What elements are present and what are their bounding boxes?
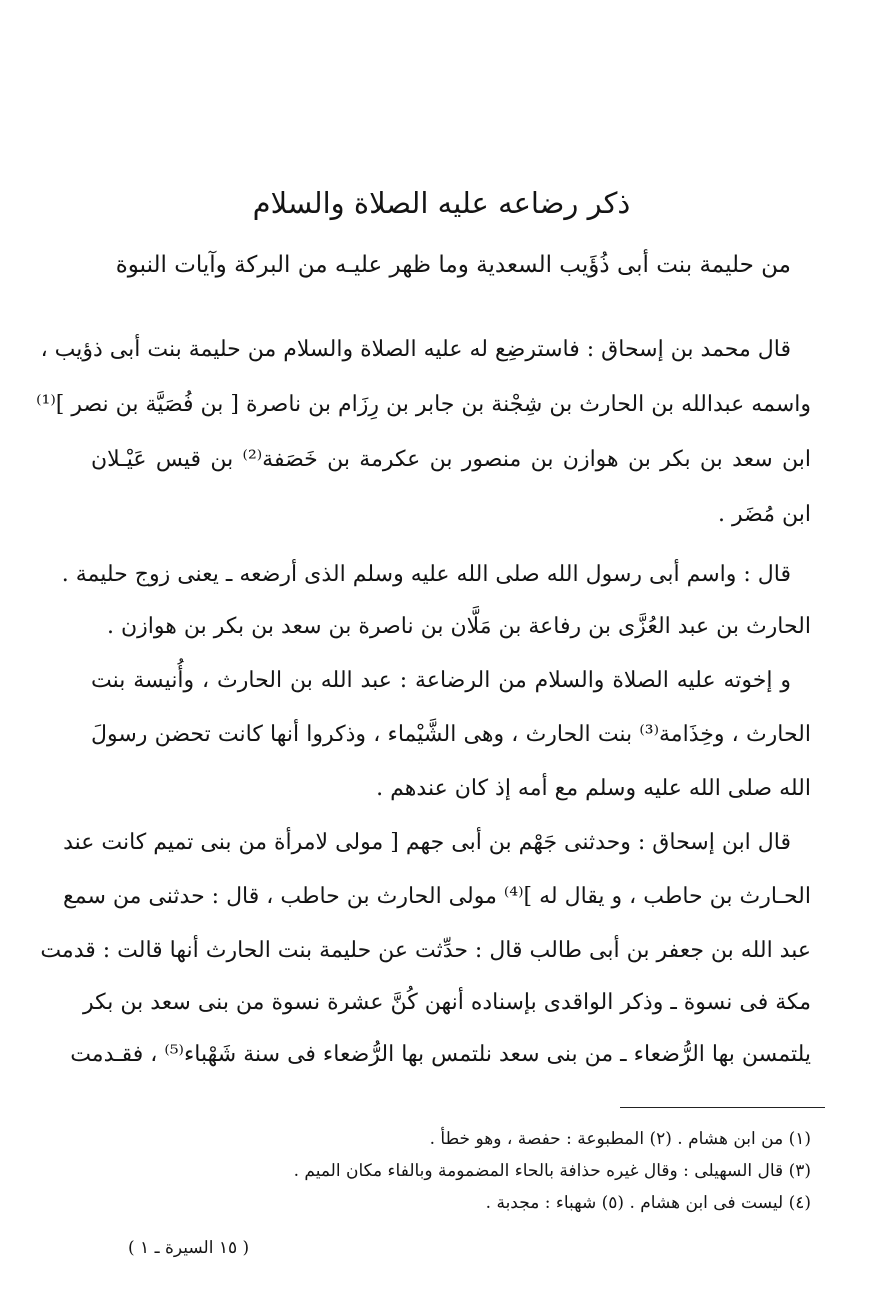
chapter-title: ذكر رضاعه عليه الصلاة والسلام — [252, 186, 631, 220]
text-line: الحارث ، وخِذَامة⁽³⁾ بنت الحارث ، وهى الشَّيْماء ، وذكروا أنها كانت تحضن رسولَ — [91, 722, 811, 747]
text-line: ابن سعد بن بكر بن هوازن بن منصور بن عكرمة بن خَصَفة⁽²⁾ بن قيس عَيْـلان — [91, 447, 811, 472]
text-line: الحـارث بن حاطب ، و يقال له ]⁽⁴⁾ مولى الحارث بن حاطب ، قال : حدثنى من سمع — [63, 884, 811, 909]
footnote-divider — [620, 1107, 825, 1108]
text-line: الله صلى الله عليه وسلم مع أمه إذ كان عندهم . — [376, 776, 811, 801]
text-line: عبد الله بن جعفر بن أبى طالب قال : حدِّثت عن حليمة بنت الحارث أنها قالت : قدمت — [40, 938, 811, 963]
text-line: الحارث بن عبد العُزَّى بن رفاعة بن مَلَّان بن ناصرة بن سعد بن بكر بن هوازن . — [107, 614, 811, 639]
footnote: (٣) قال السهيلى : وقال غيره حذافة بالحاء المضمومة وبالفاء مكان الميم . — [293, 1161, 811, 1181]
text-line: ابن مُضَر . — [718, 502, 811, 527]
text-line: قال ابن إسحاق : وحدثنى جَهْم بن أبى جهم [ مولى لامرأة من بنى تميم كانت عند — [63, 830, 791, 855]
footnote: (١) من ابن هشام . (٢) المطبوعة : حفصة ، وهو خطأ . — [429, 1129, 811, 1149]
chapter-subtitle: من حليمة بنت أبى ذُؤَيب السعدية وما ظهر عليـه من البركة وآيات النبوة — [115, 252, 791, 278]
footnote: (٤) ليست فى ابن هشام . (٥) شهباء : مجدبة . — [485, 1193, 811, 1213]
text-line: واسمه عبدالله بن الحارث بن شِجْنة بن جابر بن رِزَام بن ناصرة [ بن فُصَيَّة بن نصر ]⁽¹⁾ — [36, 392, 811, 417]
text-line: قال : واسم أبى رسول الله صلى الله عليه وسلم الذى أرضعه ـ يعنى زوج حليمة . — [61, 562, 791, 587]
text-line: و إخوته عليه الصلاة والسلام من الرضاعة : عبد الله بن الحارث ، وأُنيسة بنت — [91, 668, 791, 693]
text-line: مكة فى نسوة ـ وذكر الواقدى بإسناده أنهن كُنَّ عشرة نسوة من بنى سعد بن بكر — [82, 990, 811, 1015]
text-line: يلتمسن بها الرُّضعاء ـ من بنى سعد نلتمس بها الرُّضعاء فى سنة شَهْباء⁽⁵⁾ ، فقـدمت — [70, 1042, 811, 1067]
printer-signature: ( ١٥ السيرة ـ ١ ) — [128, 1238, 250, 1258]
text-line: قال محمد بن إسحاق : فاسترضِع له عليه الصلاة والسلام من حليمة بنت أبى ذؤيب ، — [40, 337, 791, 362]
